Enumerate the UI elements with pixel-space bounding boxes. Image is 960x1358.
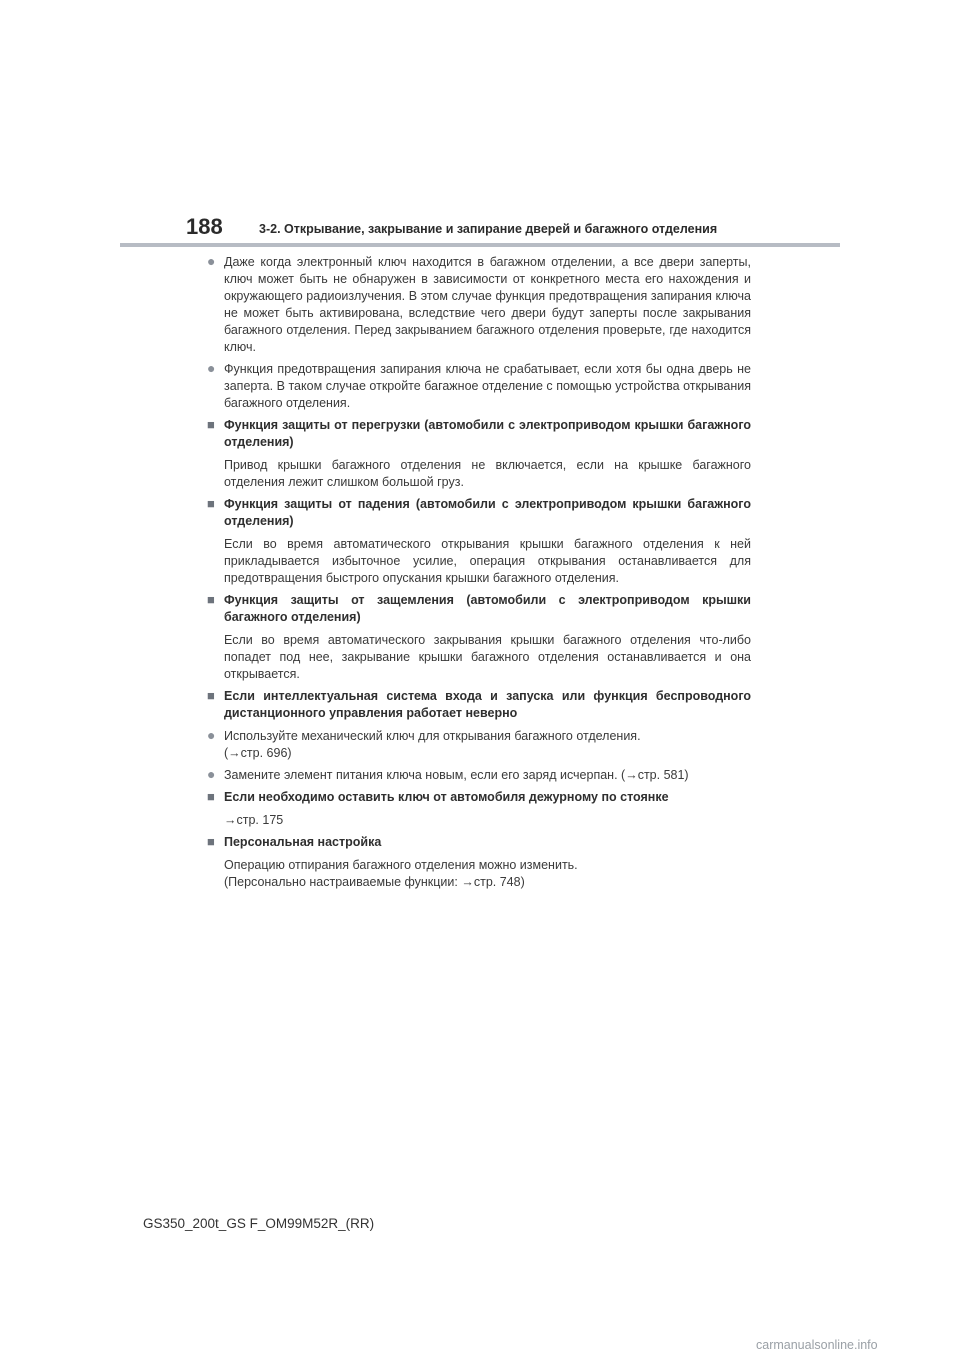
bullet-icon: ● — [207, 360, 216, 376]
bullet-item — [207, 767, 751, 784]
bullet-text: Даже когда электронный ключ находится в багажном отделении, а все двери заперты, ключ может быть не обнаружен в зависимости от конкретного места его нахождения и окружающего радиоизлучения. В этом случае функция предотвращения запирания ключа не может быть активирована, вследствие чего двери будут заперты после закрывания багажного отделения. Перед закрыванием багажного отделения проверьте, где находится ключ. — [224, 255, 751, 354]
bullet-item — [207, 254, 751, 356]
bullet-text: Используйте механический ключ для открывания багажного отделения. — [224, 729, 641, 743]
square-bullet-icon: ■ — [207, 789, 215, 804]
bullet-item — [207, 728, 751, 762]
heading-text: Если интеллектуальная система входа и запуска или функция беспроводного дистанционного управления работает неверно — [224, 689, 751, 720]
bullet-text: Функция предотвращения запирания ключа не срабатывает, если хотя бы одна дверь не заперта. В таком случае откройте багажное отделение с помощью устройства открывания багажного отделения. — [224, 362, 751, 410]
bullet-text: Замените элемент питания ключа новым, если его заряд исчерпан. (→стр. 581) — [224, 768, 689, 782]
paragraph: Если во время автоматического закрывания крышки багажного отделения что-либо попадет под нее, закрывание крышки багажного отделения останавливается и она открывается. — [224, 633, 751, 681]
page-header — [186, 214, 840, 244]
paragraph-line: (Персонально настраиваемые функции: →стр. 748) — [224, 875, 525, 889]
square-bullet-icon: ■ — [207, 834, 215, 849]
heading-text: Если необходимо оставить ключ от автомобиля дежурному по стоянке — [224, 790, 669, 804]
bullet-icon: ● — [207, 253, 216, 269]
paragraph-line: Операцию отпирания багажного отделения можно изменить. — [224, 858, 578, 872]
square-bullet-icon: ■ — [207, 417, 215, 432]
header-divider — [120, 243, 840, 247]
section-heading — [207, 592, 751, 626]
heading-text: Функция защиты от защемления (автомобили с электроприводом крышки багажного отделения) — [224, 593, 751, 624]
section-heading — [207, 834, 751, 851]
paragraph: Если во время автоматического открывания крышки багажного отделения к ней прикладывается избыточное усилие, операция открывания останавливается для предотвращения быстрого опускания крышки багажного отделения. — [224, 537, 751, 585]
square-bullet-icon: ■ — [207, 688, 215, 703]
bullet-icon: ● — [207, 766, 216, 782]
page-number: 188 — [186, 214, 223, 239]
square-bullet-icon: ■ — [207, 592, 215, 607]
watermark: carmanualsonline.info — [756, 1338, 878, 1352]
bullet-icon: ● — [207, 727, 216, 743]
page-content — [207, 254, 751, 896]
section-heading — [207, 688, 751, 722]
square-bullet-icon: ■ — [207, 496, 215, 511]
heading-text: Функция защиты от перегрузки (автомобили с электроприводом крышки багажного отделения) — [224, 418, 751, 449]
heading-text: Функция защиты от падения (автомобили с электроприводом крышки багажного отделения) — [224, 497, 751, 528]
paragraph — [207, 857, 751, 891]
page-reference-link[interactable]: (→стр. 696) — [224, 746, 292, 760]
heading-text: Персональная настройка — [224, 835, 382, 849]
paragraph: Привод крышки багажного отделения не включается, если на крышке багажного отделения лежит слишком большой груз. — [224, 458, 751, 489]
section-heading — [207, 496, 751, 530]
section-title: 3-2. Открывание, закрывание и запирание дверей и багажного отделения — [259, 222, 718, 236]
page-reference-link[interactable]: →стр. 175 — [224, 813, 284, 827]
footer-doc-id: GS350_200t_GS F_OM99M52R_(RR) — [143, 1216, 375, 1231]
bullet-item — [207, 361, 751, 412]
section-heading — [207, 417, 751, 451]
section-heading — [207, 789, 751, 806]
